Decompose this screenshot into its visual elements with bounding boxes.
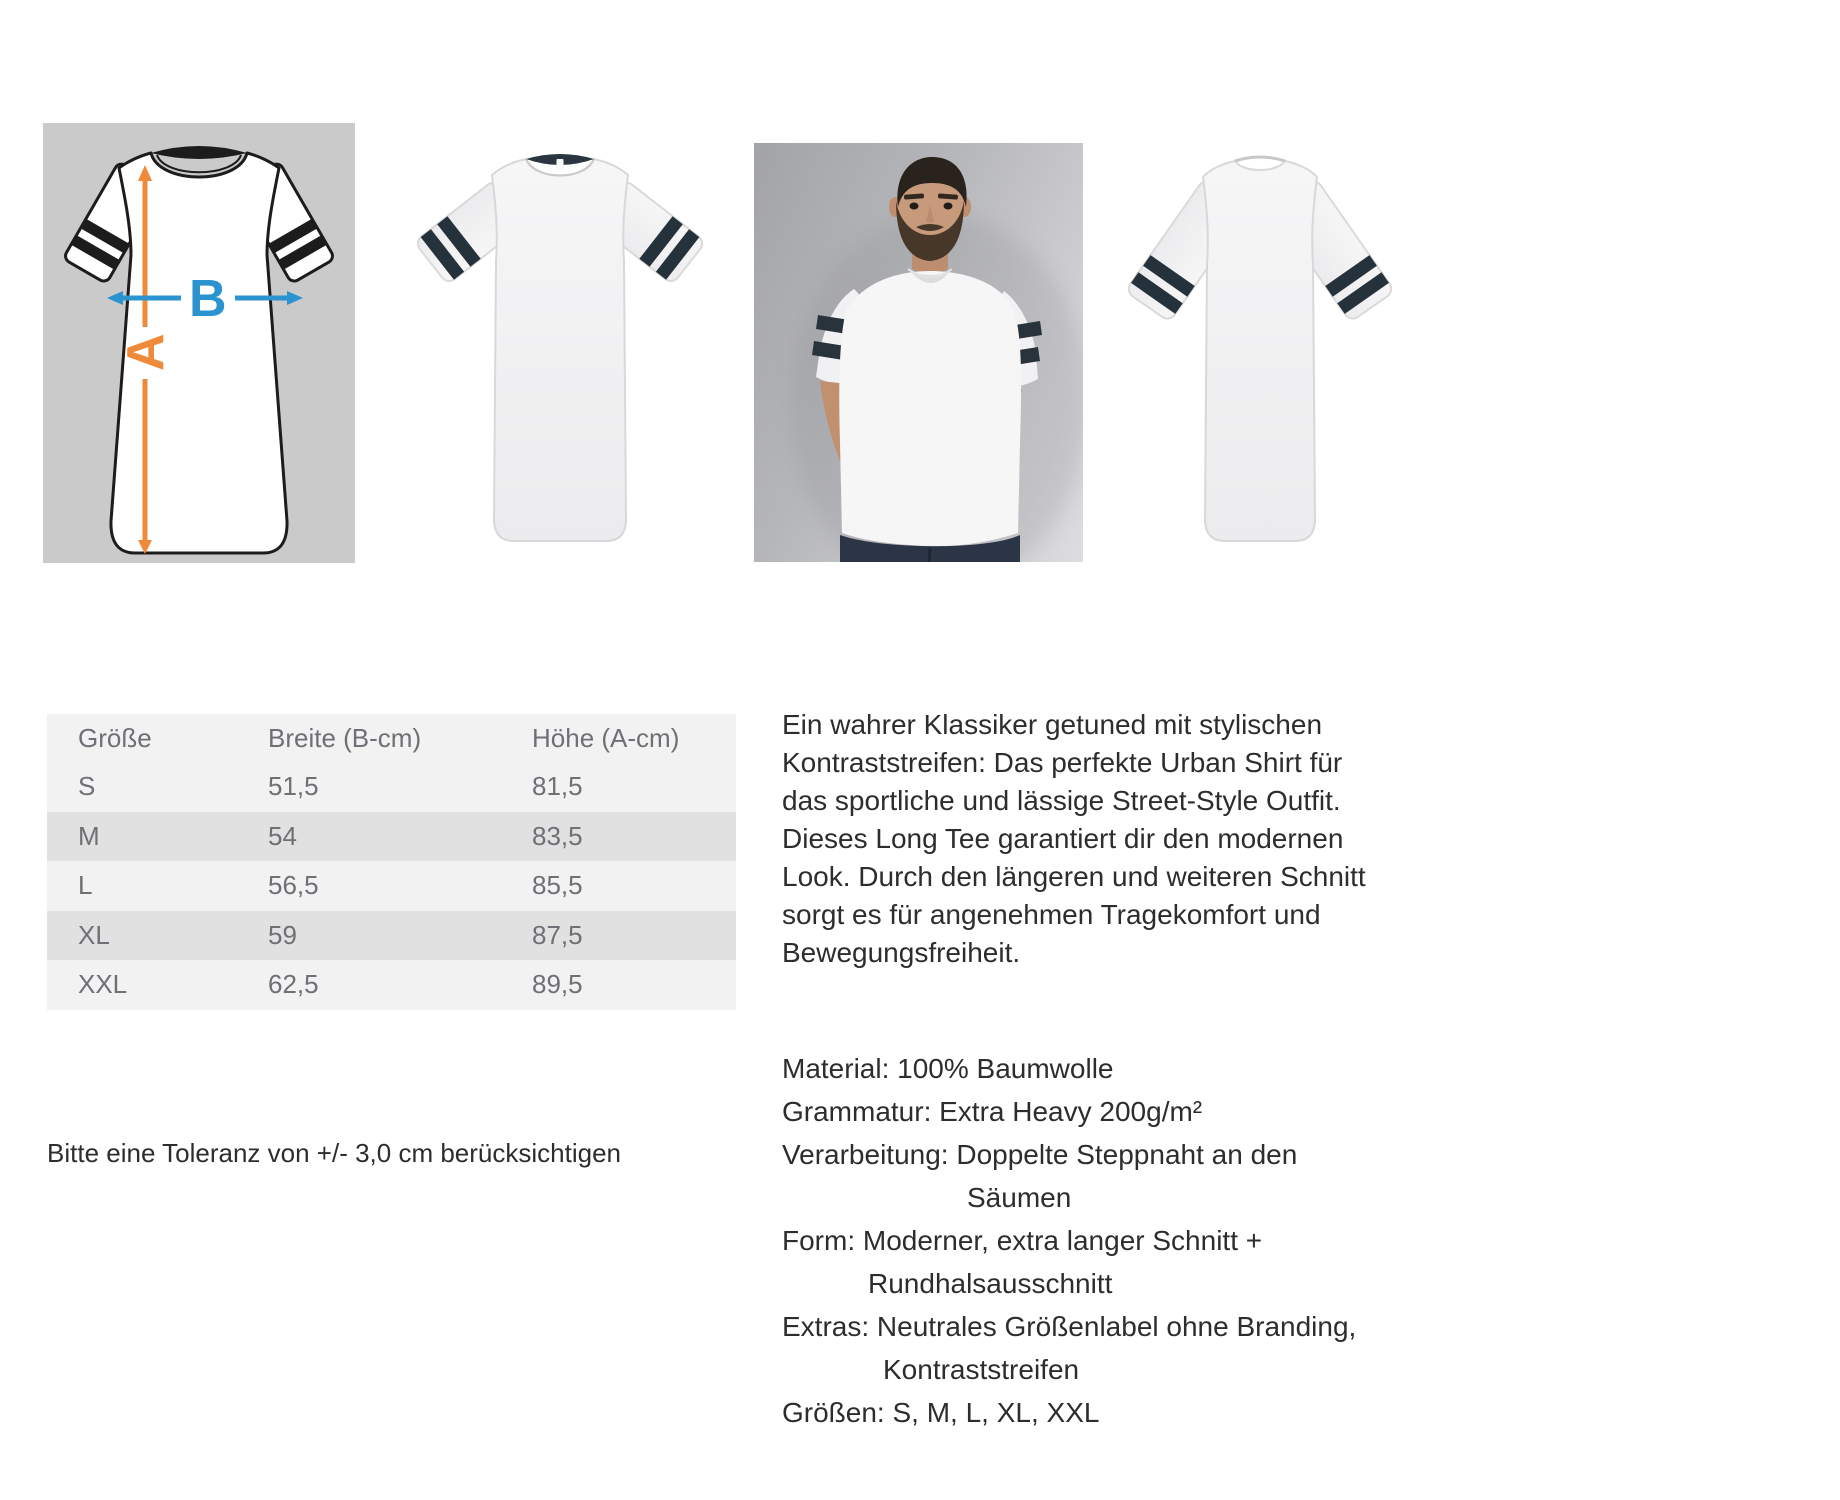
cell-hoehe: 89,5 [532,969,583,1000]
cell-breite: 54 [268,820,297,851]
table-row-l [47,861,736,911]
tshirt-back-image[interactable] [1095,123,1425,563]
cell-size: XXL [78,969,128,1000]
column-header-hoehe: Höhe (A-cm) [501,714,736,762]
spec-verarbeitung: Verarbeitung: Doppelte Steppnaht an den [782,1139,1298,1170]
table-row-xl [47,911,736,961]
size-label-tag [557,159,564,169]
description-line: Bewegungsfreiheit. [782,937,1021,968]
description-specs [782,1047,1522,1434]
cell-size: L [78,870,93,901]
description-line: das sportliche und lässige Street-Style Outfit. [782,785,1341,816]
cell-size: S [78,771,96,802]
cell-hoehe: 81,5 [532,771,583,802]
size-diagram-image[interactable] [43,123,355,563]
description-line: Kontraststreifen: Das perfekte Urban Shirt für [782,747,1343,778]
diagram-collar [151,146,247,159]
cell-breite: 59 [268,919,297,950]
spec-material: Material: 100% Baumwolle [782,1053,1114,1084]
tshirt-front-image[interactable] [390,123,720,563]
table-row-m [47,812,736,862]
model-photo-graphic [754,143,1083,562]
table-row-s [47,762,736,812]
spec-form-cont: Rundhalsausschnitt [868,1268,1113,1299]
description-line: Dieses Long Tee garantiert dir den modernen [782,823,1344,854]
spec-grammatur: Grammatur: Extra Heavy 200g/m² [782,1096,1203,1127]
cell-breite: 51,5 [268,771,319,802]
tolerance-note: Bitte eine Toleranz von +/- 3,0 cm berücksichtigen [47,1138,621,1168]
cell-size: XL [78,919,110,950]
description-line: sorgt es für angenehmen Tragekomfort und [782,899,1321,930]
column-header-breite: Breite (B-cm) [237,714,501,762]
tshirt-back-graphic [1095,123,1425,563]
cell-breite: 62,5 [268,969,319,1000]
size-table-header-row [47,714,736,762]
cell-size: M [78,820,100,851]
column-header-groesse: Größe [47,714,237,762]
tshirt-front-graphic [390,123,720,563]
cell-hoehe: 87,5 [532,919,583,950]
size-diagram-graphic [43,123,355,563]
description-line: Ein wahrer Klassiker getuned mit stylischen [782,709,1323,740]
description-intro [782,706,1522,972]
cell-hoehe: 83,5 [532,820,583,851]
model-photo-image[interactable] [754,143,1083,562]
cell-breite: 56,5 [268,870,319,901]
description-line: Look. Durch den längeren und weiteren Schnitt [782,861,1366,892]
spec-extras-cont: Kontraststreifen [883,1354,1080,1385]
table-row-xxl [47,960,736,1010]
cell-hoehe: 85,5 [532,870,583,901]
measure-label-b: B [189,270,227,328]
spec-extras: Extras: Neutrales Größenlabel ohne Branding, [782,1311,1357,1342]
size-table [47,714,736,1010]
measure-label-a: A [117,333,175,371]
spec-verarbeitung-cont: Säumen [967,1182,1072,1213]
spec-form: Form: Moderner, extra langer Schnitt + [782,1225,1263,1256]
product-description [782,706,1522,1434]
spec-groessen: Größen: S, M, L, XL, XXL [782,1397,1100,1428]
